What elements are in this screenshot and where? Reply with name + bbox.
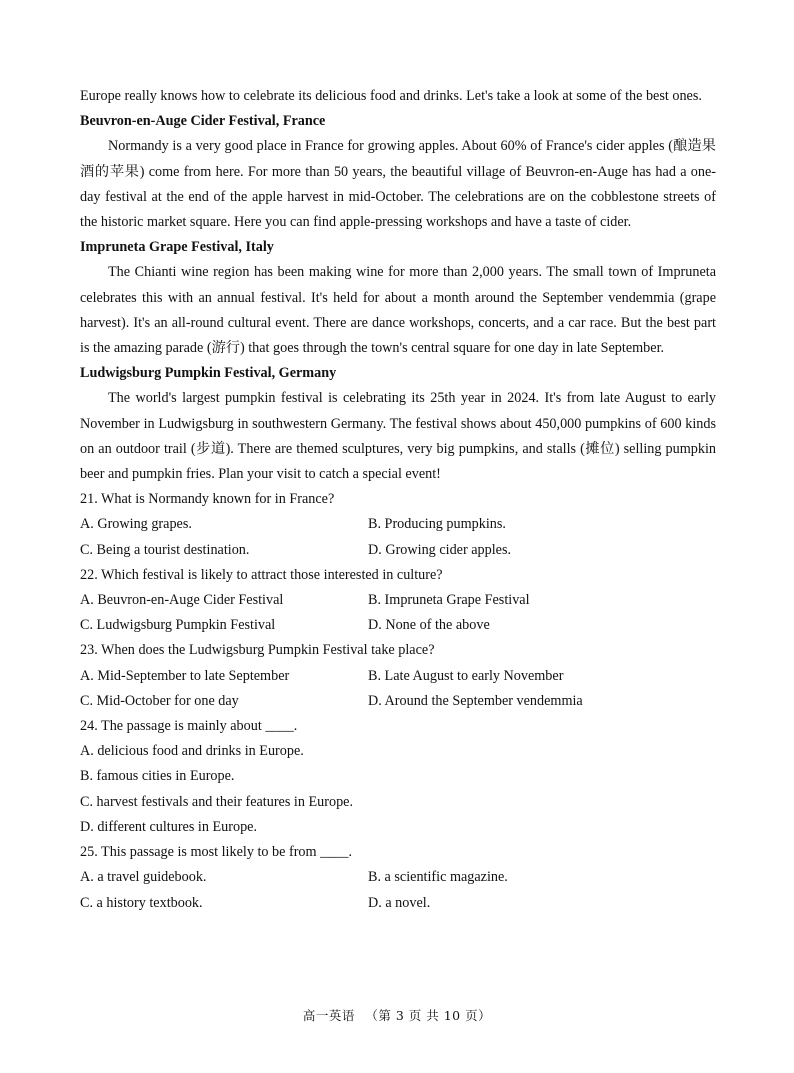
section-body-pumpkin: The world's largest pumpkin festival is celebrating its 25th year in 2024. It's from late August to early November in Ludwigsburg in southwestern Germany. The festival shows about 450,000 pumpkins of 600 kinds on an outdoor trail (步道). There are themed sculptures, very big pumpkins, and stalls (摊位) selling pumpkin beer and pumpkin fries. Plan your visit to catch a special event! xyxy=(80,390,716,483)
question-23-option-b: B. Late August to early November xyxy=(368,667,564,684)
question-23-stem: 23. When does the Ludwigsburg Pumpkin Festival take place? xyxy=(80,642,435,659)
question-25-option-a: A. a travel guidebook. xyxy=(80,869,207,886)
question-23-options-row-1 xyxy=(80,664,716,689)
question-22-stem: 22. Which festival is likely to attract those interested in culture? xyxy=(80,566,443,583)
question-24-option-a: A. delicious food and drinks in Europe. xyxy=(80,743,304,760)
question-21-options-row-1 xyxy=(80,512,716,537)
page-footer xyxy=(0,1006,794,1024)
question-21-option-c: C. Being a tourist destination. xyxy=(80,541,250,558)
footer-page-info: （第 3 页 共 10 页） xyxy=(365,1008,492,1023)
question-25-option-c: C. a history textbook. xyxy=(80,894,203,911)
question-24-stem: 24. The passage is mainly about ____. xyxy=(80,718,298,735)
question-22-option-b: B. Impruneta Grape Festival xyxy=(368,592,530,609)
document-page xyxy=(80,84,716,916)
section-heading-grape: Impruneta Grape Festival, Italy xyxy=(80,239,274,256)
passage-intro: Europe really knows how to celebrate its delicious food and drinks. Let's take a look at some of the best ones. xyxy=(80,88,702,104)
section-body-cider: Normandy is a very good place in France for growing apples. About 60% of France's cider apples (酿造果酒的苹果) come from here. For more than 50 years, the beautiful village of Beuvron-en-Auge has had a one-day festival at the end of the apple harvest in mid-October. The celebrations are on the cobblestone streets of the historic market square. Here you can find apple-pressing workshops and have a taste of cider. xyxy=(80,138,716,231)
question-25-options-row-1 xyxy=(80,865,716,890)
question-24-option-b: B. famous cities in Europe. xyxy=(80,768,235,785)
question-24-option-d: D. different cultures in Europe. xyxy=(80,818,258,835)
question-23-option-c: C. Mid-October for one day xyxy=(80,692,239,709)
question-21-option-a: A. Growing grapes. xyxy=(80,516,192,533)
question-22-option-d: D. None of the above xyxy=(368,617,490,634)
question-25-option-d: D. a novel. xyxy=(368,894,431,911)
footer-subject: 高一英语 xyxy=(302,1008,355,1023)
question-25-option-b: B. a scientific magazine. xyxy=(368,869,508,886)
question-22-options-row-2 xyxy=(80,613,716,638)
question-21-option-d: D. Growing cider apples. xyxy=(368,541,512,558)
question-23-option-d: D. Around the September vendemmia xyxy=(368,692,583,709)
question-22-option-c: C. Ludwigsburg Pumpkin Festival xyxy=(80,617,276,634)
section-body-grape: The Chianti wine region has been making wine for more than 2,000 years. The small town of Impruneta celebrates this with an annual festival. It's held for about a month around the September vendemmia (grape harvest). It's an all-round cultural event. There are dance workshops, concerts, and a car race. But the best part is the amazing parade (游行) that goes through the town's central square for one day in late September. xyxy=(80,264,716,357)
question-25-options-row-2 xyxy=(80,891,716,916)
question-23-option-a: A. Mid-September to late September xyxy=(80,667,290,684)
question-25-stem: 25. This passage is most likely to be from ____. xyxy=(80,844,353,861)
question-21-options-row-2 xyxy=(80,538,716,563)
section-heading-cider: Beuvron-en-Auge Cider Festival, France xyxy=(80,113,326,130)
question-24-option-c: C. harvest festivals and their features in Europe. xyxy=(80,793,354,810)
question-22-options-row-1 xyxy=(80,588,716,613)
question-23-options-row-2 xyxy=(80,689,716,714)
question-21-option-b: B. Producing pumpkins. xyxy=(368,516,506,533)
section-heading-pumpkin: Ludwigsburg Pumpkin Festival, Germany xyxy=(80,365,337,382)
question-22-option-a: A. Beuvron-en-Auge Cider Festival xyxy=(80,592,284,609)
question-21-stem: 21. What is Normandy known for in France? xyxy=(80,491,335,508)
